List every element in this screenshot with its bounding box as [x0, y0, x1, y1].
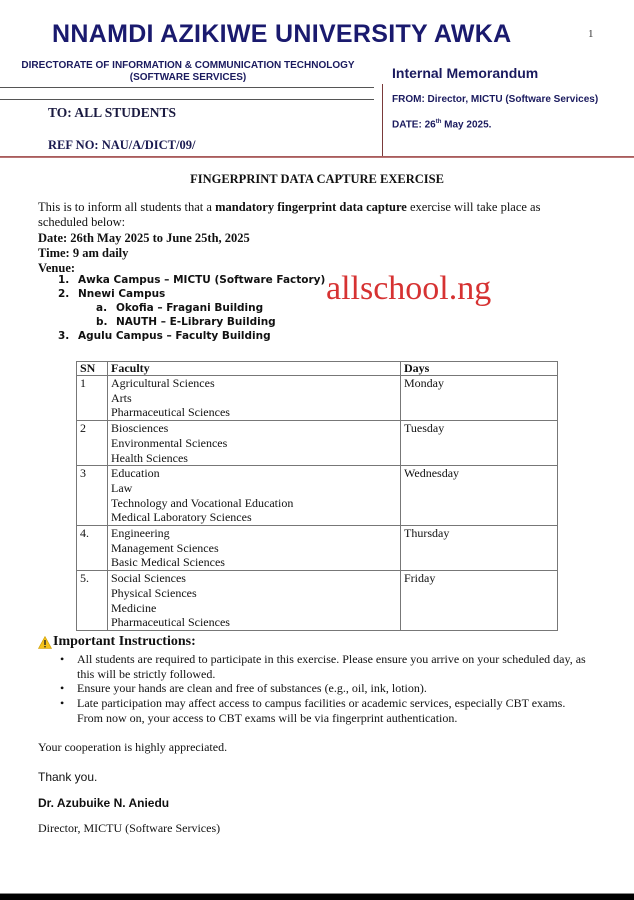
venue-text: Okofia – Fragani Building [116, 302, 264, 314]
cell-sn: 2 [77, 421, 108, 466]
header-vertical-divider [382, 84, 383, 156]
venue-item [58, 330, 271, 342]
header-sn: SN [77, 362, 108, 376]
faculty-name: Social Sciences [111, 571, 186, 586]
venue-number: 2. [58, 288, 70, 300]
faculty-name: Agricultural Sciences [111, 376, 215, 390]
intro-text-bold: mandatory fingerprint data capture [215, 200, 407, 214]
venue-label: Venue: [38, 261, 76, 275]
venue-text: Nnewi Campus [78, 288, 166, 300]
cell-faculties [108, 526, 401, 571]
cell-day: Wednesday [401, 466, 558, 526]
cell-day: Friday [401, 571, 558, 631]
faculty-name: Education [111, 466, 160, 481]
venue-item [58, 274, 325, 286]
date-prefix: DATE: 26 [392, 119, 436, 131]
intro-text-pre: This is to inform all students that a [38, 200, 216, 214]
faculty-name: Physical Sciences [111, 585, 197, 600]
memo-type: Internal Memorandum [392, 65, 539, 81]
instructions-list [60, 652, 590, 726]
cell-sn: 5. [77, 571, 108, 631]
bullet-icon: • [60, 681, 65, 696]
document-heading: FINGERPRINT DATA CAPTURE EXERCISE [190, 172, 444, 186]
faculty-name: Medical Laboratory Sciences [111, 510, 252, 525]
instructions-heading-text: Important Instructions: [53, 634, 196, 649]
faculty-name: Engineering [111, 526, 170, 541]
venue-letter: b. [96, 316, 108, 328]
faculty-name: Pharmaceutical Sciences [111, 405, 230, 420]
date-line [392, 119, 491, 130]
bullet-icon: • [60, 652, 65, 666]
instruction-text: Ensure your hands are clean and free of substances (e.g., oil, ink, lotion). [77, 681, 427, 696]
instruction-text: Late participation may affect access to campus facilities or academic services, especially CBT exams. From now on, your access to CBT exams will be via fingerprint authentication. [77, 696, 566, 725]
university-title: NNAMDI AZIKIWE UNIVERSITY AWKA [52, 20, 512, 48]
ref-number: REF NO: NAU/A/DICT/09/ [48, 138, 196, 152]
cell-day: Thursday [401, 526, 558, 571]
venue-text: Awka Campus – MICTU (Software Factory) [78, 274, 326, 286]
signatory-title: Director, MICTU (Software Services) [38, 821, 221, 835]
venue-subitem [96, 316, 276, 328]
faculty-name: Pharmaceutical Sciences [111, 615, 230, 630]
schedule-time: Time: 9 am daily [38, 246, 129, 260]
instructions-heading [38, 634, 196, 650]
schedule-table [76, 361, 558, 631]
faculty-name: Biosciences [111, 421, 169, 436]
cell-faculties [108, 466, 401, 526]
intro-text-post: exercise will take place as scheduled below: [38, 200, 541, 229]
thank-you: Thank you. [38, 770, 98, 784]
cell-day: Tuesday [401, 421, 558, 466]
signatory-name: Dr. Azubuike N. Aniedu [38, 796, 170, 810]
cell-day: Monday [401, 376, 558, 421]
date-superscript: th [435, 119, 442, 125]
bullet-icon: • [60, 696, 65, 711]
from-line: FROM: Director, MICTU (Software Services) [392, 94, 599, 105]
instruction-item [60, 681, 590, 696]
faculty-name: Technology and Vocational Education [111, 495, 294, 510]
page-number: 1 [588, 28, 594, 40]
cell-sn: 1 [77, 376, 108, 421]
table-row [77, 421, 558, 466]
table-row [77, 571, 558, 631]
venue-text: NAUTH – E-Library Building [116, 316, 276, 328]
faculty-name: Health Sciences [111, 450, 188, 465]
venue-number: 3. [58, 330, 70, 342]
cooperation-note: Your cooperation is highly appreciated. [38, 740, 228, 754]
faculty-name: Arts [111, 390, 132, 405]
directorate-name [0, 60, 376, 84]
instruction-item [60, 696, 590, 725]
header-days: Days [401, 362, 558, 376]
schedule-date: Date: 26th May 2025 to June 25th, 2025 [38, 231, 250, 245]
faculty-name: Law [111, 480, 133, 495]
cell-sn: 3 [77, 466, 108, 526]
instruction-text: All students are required to participate in this exercise. Please ensure you arrive on your scheduled day, as this will be strictly followed. [77, 652, 586, 681]
directorate-line-1: DIRECTORATE OF INFORMATION & COMMUNICATION TECHNOLOGY [21, 60, 355, 71]
table-row [77, 466, 558, 526]
faculty-name: Medicine [111, 600, 157, 615]
venue-text: Agulu Campus – Faculty Building [78, 330, 271, 342]
intro-paragraph [38, 200, 578, 229]
warning-icon [38, 636, 52, 649]
instruction-item [60, 652, 590, 681]
table-header-row [77, 362, 558, 376]
cell-sn: 4. [77, 526, 108, 571]
cell-faculties [108, 421, 401, 466]
header-divider [0, 156, 634, 158]
venue-number: 1. [58, 274, 70, 286]
watermark: allschool.ng [326, 270, 492, 307]
venue-item [58, 288, 165, 300]
date-suffix: May 2025. [441, 119, 492, 131]
venue-subitem [96, 302, 263, 314]
header-rule-1 [0, 87, 374, 88]
directorate-line-2: (SOFTWARE SERVICES) [129, 72, 247, 83]
header-faculty: Faculty [108, 362, 401, 376]
venue-letter: a. [96, 302, 108, 314]
cell-faculties [108, 376, 401, 421]
faculty-name: Basic Medical Sciences [111, 555, 225, 570]
table-row [77, 376, 558, 421]
to-line: TO: ALL STUDENTS [48, 105, 177, 120]
bottom-bar [0, 893, 634, 900]
faculty-name: Environmental Sciences [111, 435, 228, 450]
header-rule-2 [0, 99, 374, 100]
faculty-name: Management Sciences [111, 540, 219, 555]
table-row [77, 526, 558, 571]
cell-faculties [108, 571, 401, 631]
